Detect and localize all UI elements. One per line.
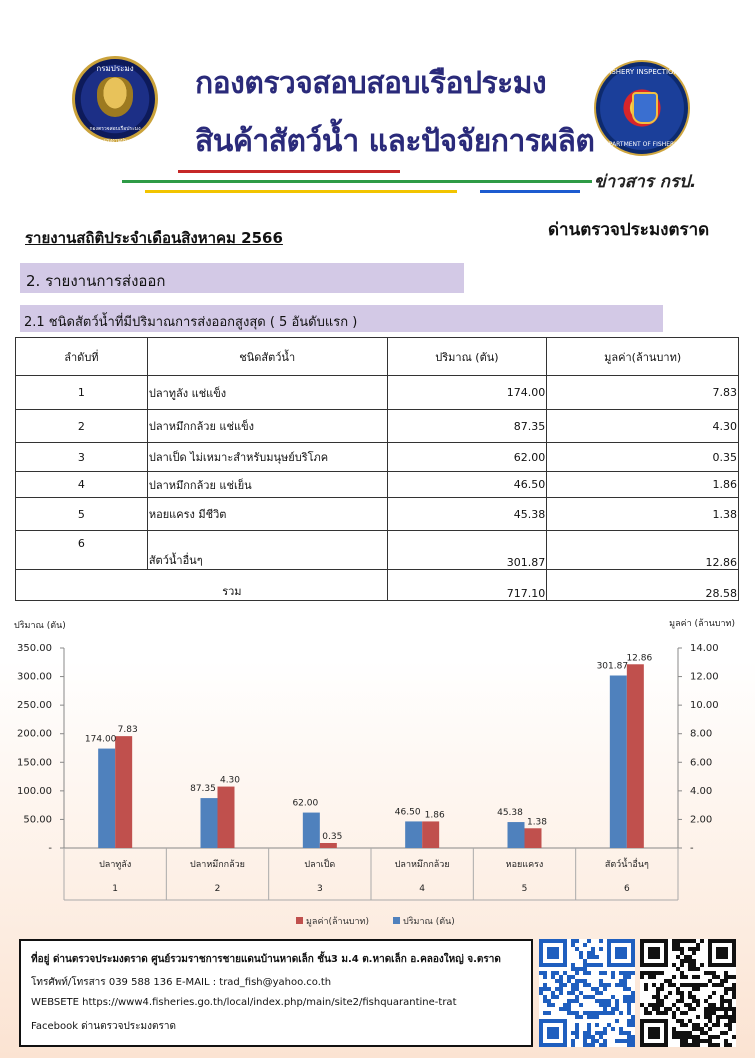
cell-quantity: 174.00 bbox=[387, 376, 547, 410]
x-category-label: ปลาทูลัง bbox=[99, 860, 132, 870]
cell-value: 0.35 bbox=[547, 443, 739, 472]
column-header-species: ชนิดสัตว์น้ำ bbox=[147, 338, 387, 376]
y-tick-left-label: 350.00 bbox=[17, 643, 52, 654]
decor-line-green bbox=[122, 180, 592, 183]
data-label-quantity: 62.00 bbox=[292, 798, 319, 809]
contact-address: ที่อยู่ ด่านตรวจประมงตราด ศูนย์รวมราชการชายแดนบ้านหาดเล็ก ชั้น3 ม.4 ต.หาดเล็ก อ.คลองใหญ่ จ.ตราด bbox=[31, 954, 501, 965]
cell-rank: 5 bbox=[16, 498, 148, 531]
cell-species: สัตว์น้ำอื่นๆ bbox=[147, 531, 387, 570]
data-label-value: 1.86 bbox=[424, 810, 445, 821]
table-row bbox=[16, 531, 739, 570]
x-category-label: หอยแครง bbox=[505, 860, 544, 870]
seal-left-bottom-text: กองตรวจสอบเรือประมงและแรงงานประมง bbox=[89, 126, 141, 144]
x-category-number: 6 bbox=[623, 884, 630, 894]
seal-left-top-text: กรมประมง bbox=[96, 64, 134, 73]
x-category-label: ปลาหมึกกล้วย bbox=[190, 860, 245, 870]
x-category-number: 3 bbox=[316, 884, 323, 894]
contact-phone-email: โทรศัพท์/โทรสาร 039 588 136 E-MAIL : trad_fish@yahoo.co.th bbox=[31, 977, 332, 988]
bar-quantity bbox=[508, 822, 525, 848]
seal-emblem bbox=[97, 77, 133, 117]
contact-info-box bbox=[19, 939, 533, 1047]
legend-swatch-value bbox=[296, 917, 303, 924]
x-category-label: ปลาหมึกกล้วย bbox=[394, 860, 450, 870]
y-axis-left-label: ปริมาณ (ตัน) bbox=[14, 621, 66, 631]
legend-swatch-quantity bbox=[393, 917, 400, 924]
cell-quantity: 62.00 bbox=[387, 443, 547, 472]
table-row bbox=[16, 410, 739, 443]
bar-value bbox=[115, 736, 132, 848]
decor-line-blue bbox=[480, 190, 580, 193]
column-header-value: มูลค่า(ล้านบาท) bbox=[547, 338, 739, 376]
y-tick-right-label: 6.00 bbox=[690, 757, 713, 769]
table-row bbox=[16, 376, 739, 410]
table-row bbox=[16, 498, 739, 531]
department-of-fisheries-seal bbox=[72, 56, 158, 142]
y-tick-right-label: 10.00 bbox=[690, 700, 719, 712]
cell-rank: 4 bbox=[16, 472, 148, 498]
section-heading-export bbox=[20, 263, 464, 293]
cell-rank: 6 bbox=[16, 531, 148, 570]
cell-species: ปลาหมึกกล้วย แช่เย็น bbox=[147, 472, 387, 498]
cell-rank: 2 bbox=[16, 410, 148, 443]
data-label-value: 0.35 bbox=[322, 832, 343, 842]
x-category-number: 5 bbox=[521, 884, 528, 894]
cell-species: ปลาเป็ด ไม่เหมาะสำหรับมนุษย์บริโภค bbox=[147, 443, 387, 472]
x-category-number: 1 bbox=[112, 884, 119, 894]
bar-quantity bbox=[98, 749, 115, 848]
bar-value bbox=[422, 821, 439, 848]
total-label: รวม bbox=[16, 570, 388, 601]
header-title-line-1: กองตรวจสอบสอบเรือประมง bbox=[195, 66, 547, 101]
y-tick-left-label: 200.00 bbox=[17, 728, 52, 740]
seal-right-top-text: FISHERY INSPECTION bbox=[605, 68, 679, 76]
shield-icon bbox=[632, 92, 658, 124]
cell-quantity: 45.38 bbox=[387, 498, 547, 531]
y-tick-right-label: 2.00 bbox=[690, 814, 713, 826]
legend-label-value: มูลค่า(ล้านบาท) bbox=[306, 917, 369, 927]
column-header-rank: ลำดับที่ bbox=[16, 338, 148, 376]
total-value: 28.58 bbox=[547, 570, 739, 601]
seal-right-bottom-text: DEPARTMENT OF FISHERIES bbox=[600, 141, 684, 148]
data-label-value: 1.38 bbox=[526, 817, 548, 828]
y-axis-right-label: มูลค่า (ล้านบาท) bbox=[669, 619, 735, 629]
data-label-value: 12.86 bbox=[626, 653, 653, 664]
cell-value: 12.86 bbox=[547, 531, 739, 570]
data-label-quantity: 87.35 bbox=[190, 784, 216, 795]
x-category-number: 4 bbox=[419, 884, 426, 894]
bar-quantity bbox=[303, 813, 320, 848]
y-tick-left-label: 50.00 bbox=[23, 814, 52, 826]
qr-code-website[interactable] bbox=[539, 939, 635, 1047]
table-total-row bbox=[16, 570, 739, 601]
data-label-value: 4.30 bbox=[219, 775, 241, 786]
data-label-quantity: 45.38 bbox=[497, 808, 523, 819]
bar-value bbox=[320, 843, 337, 848]
export-bar-chart bbox=[0, 610, 755, 935]
cell-quantity: 46.50 bbox=[387, 472, 547, 498]
data-label-quantity: 46.50 bbox=[394, 807, 421, 818]
data-label-quantity: 174.00 bbox=[84, 734, 117, 745]
y-tick-left-label: - bbox=[48, 843, 52, 854]
y-tick-left-label: 150.00 bbox=[17, 757, 52, 769]
news-tag: ข่าวสาร กรป. bbox=[594, 172, 697, 192]
cell-quantity: 87.35 bbox=[387, 410, 547, 443]
x-category-label: สัตว์น้ำอื่นๆ bbox=[604, 860, 649, 870]
x-category-number: 2 bbox=[214, 884, 221, 894]
bar-quantity bbox=[610, 676, 627, 848]
data-label-quantity: 301.87 bbox=[596, 661, 629, 672]
section-heading-export-text: 2. รายงานการส่งออก bbox=[26, 272, 166, 290]
fishery-inspection-seal bbox=[594, 60, 690, 156]
y-tick-left-label: 300.00 bbox=[17, 671, 52, 683]
decor-line-red bbox=[178, 170, 400, 173]
cell-rank: 1 bbox=[16, 376, 148, 410]
cell-value: 4.30 bbox=[547, 410, 739, 443]
x-category-label: ปลาเป็ด bbox=[304, 860, 336, 870]
y-tick-left-label: 250.00 bbox=[17, 700, 52, 712]
y-tick-left-label: 100.00 bbox=[17, 785, 52, 797]
decor-line-yellow bbox=[145, 190, 457, 193]
legend-label-quantity: ปริมาณ (ตัน) bbox=[403, 917, 455, 927]
bar-quantity bbox=[201, 798, 218, 848]
cell-species: ปลาหมึกกล้วย แช่แข็ง bbox=[147, 410, 387, 443]
y-tick-right-label: 14.00 bbox=[690, 643, 719, 654]
cell-value: 1.86 bbox=[547, 472, 739, 498]
cell-species: ปลาทูลัง แช่แข็ง bbox=[147, 376, 387, 410]
y-tick-right-label: 4.00 bbox=[690, 785, 713, 797]
contact-website: WEBSETE https://www4.fisheries.go.th/local/index.php/main/site2/fishquarantine-trat bbox=[31, 997, 457, 1008]
report-title: รายงานสถิติประจำเดือนสิงหาคม 2566 bbox=[25, 229, 283, 247]
export-statistics-table bbox=[15, 337, 739, 601]
cell-value: 1.38 bbox=[547, 498, 739, 531]
cell-rank: 3 bbox=[16, 443, 148, 472]
header-title-line-2: สินค้าสัตว์น้ำ และปัจจัยการผลิต bbox=[195, 124, 595, 159]
table-header-row bbox=[16, 338, 739, 376]
bar-value bbox=[218, 787, 235, 848]
cell-quantity: 301.87 bbox=[387, 531, 547, 570]
data-label-value: 7.83 bbox=[117, 725, 138, 736]
section-heading-top-species bbox=[20, 305, 663, 332]
contact-facebook: Facebook ด่านตรวจประมงตราด bbox=[31, 1021, 176, 1032]
cell-species: หอยแครง มีชีวิต bbox=[147, 498, 387, 531]
total-quantity: 717.10 bbox=[387, 570, 547, 601]
cell-value: 7.83 bbox=[547, 376, 739, 410]
bar-value bbox=[525, 828, 542, 848]
y-tick-right-label: 8.00 bbox=[690, 728, 713, 740]
table-row bbox=[16, 443, 739, 472]
bar-value bbox=[627, 664, 644, 848]
qr-code-facebook[interactable] bbox=[640, 939, 736, 1047]
bar-quantity bbox=[405, 821, 422, 848]
section-heading-top-species-text: 2.1 ชนิดสัตว์น้ำที่มีปริมาณการส่งออกสูงสุด ( 5 อันดับแรก ) bbox=[24, 315, 358, 330]
column-header-quantity: ปริมาณ (ตัน) bbox=[387, 338, 547, 376]
y-tick-right-label: 12.00 bbox=[690, 671, 719, 683]
y-tick-right-label: - bbox=[690, 843, 694, 854]
station-name: ด่านตรวจประมงตราด bbox=[548, 220, 710, 240]
table-row bbox=[16, 472, 739, 498]
